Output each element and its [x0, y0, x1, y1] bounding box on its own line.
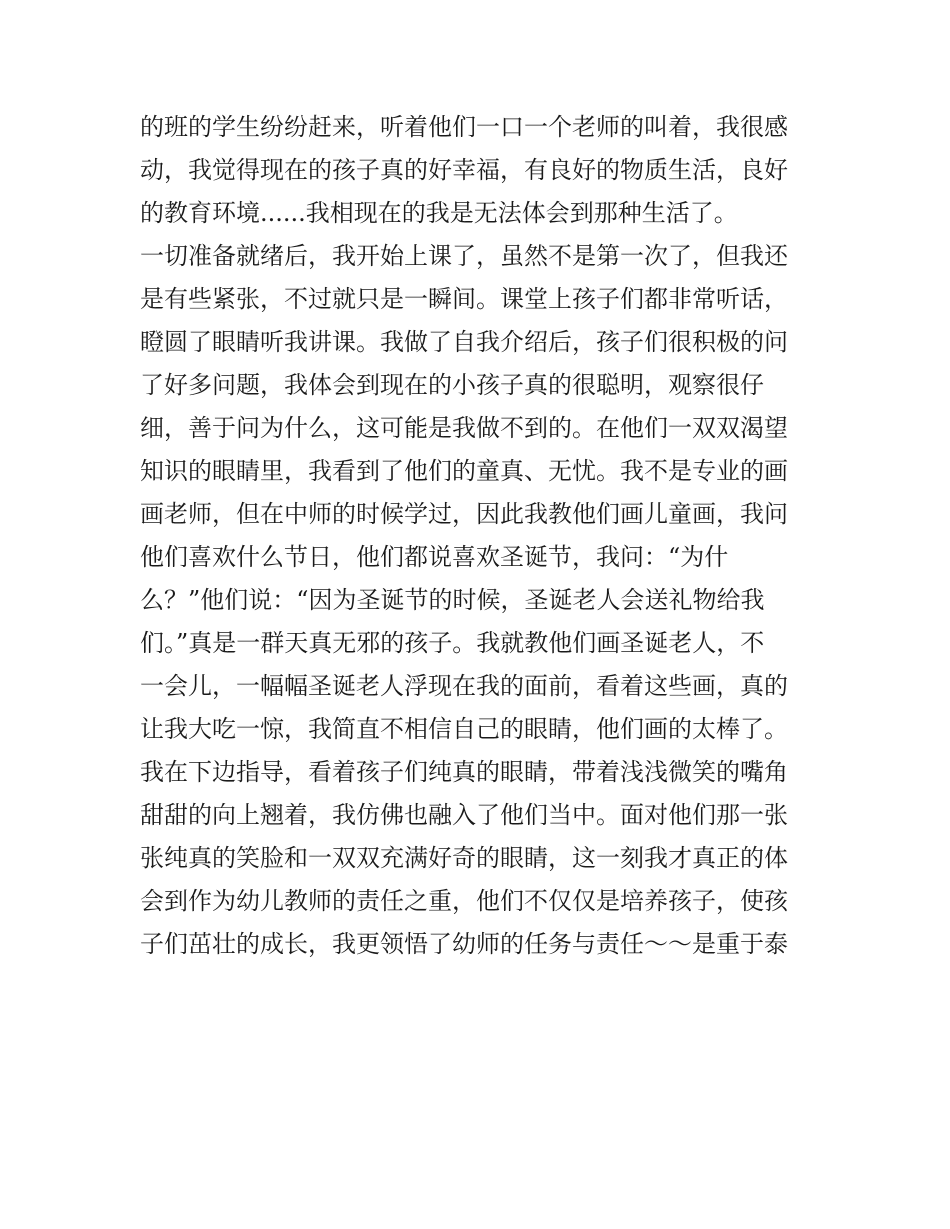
- text-line: 瞪圆了眼睛听我讲课。我做了自我介绍后，孩子们很积极的问: [140, 328, 788, 356]
- text-line: 是有些紧张，不过就只是一瞬间。课堂上孩子们都非常听话，: [140, 285, 788, 313]
- text-line: 知识的眼睛里，我看到了他们的童真、无忧。我不是专业的画: [140, 457, 788, 485]
- text-line: 们。”真是一群天真无邪的孩子。我就教他们画圣诞老人，不: [140, 629, 765, 657]
- text-line: 细，善于问为什么，这可能是我做不到的。在他们一双双渴望: [140, 414, 788, 442]
- text-line: 会到作为幼儿教师的责任之重，他们不仅仅是培养孩子，使孩: [140, 887, 788, 915]
- text-line: 动，我觉得现在的孩子真的好幸福，有良好的物质生活，良好: [140, 156, 788, 184]
- text-line: 子们茁壮的成长，我更领悟了幼师的任务与责任～～是重于泰: [140, 930, 788, 958]
- text-line: 么？”他们说：“因为圣诞节的时候，圣诞老人会送礼物给我: [140, 586, 765, 614]
- text-line: 的班的学生纷纷赶来，听着他们一口一个老师的叫着，我很感: [140, 113, 788, 141]
- text-line: 一切准备就绪后，我开始上课了，虽然不是第一次了，但我还: [140, 242, 788, 270]
- body-text: [140, 106, 820, 966]
- text-line: 画老师，但在中师的时候学过，因此我教他们画儿童画，我问: [140, 500, 788, 528]
- text-line: 了好多问题，我体会到现在的小孩子真的很聪明，观察很仔: [140, 371, 764, 399]
- text-line: 我在下边指导，看着孩子们纯真的眼睛，带着浅浅微笑的嘴角: [140, 758, 788, 786]
- text-line: 一会儿，一幅幅圣诞老人浮现在我的面前，看着这些画，真的: [140, 672, 788, 700]
- text-line: 甜甜的向上翘着，我仿佛也融入了他们当中。面对他们那一张: [140, 801, 788, 829]
- text-line: 的教育环境......我相现在的我是无法体会到那种生活了。: [140, 199, 738, 227]
- text-line: 他们喜欢什么节日，他们都说喜欢圣诞节，我问：“为什: [140, 543, 729, 571]
- text-line: 张纯真的笑脸和一双双充满好奇的眼睛，这一刻我才真正的体: [140, 844, 788, 872]
- text-line: 让我大吃一惊，我简直不相信自己的眼睛，他们画的太棒了。: [140, 715, 788, 743]
